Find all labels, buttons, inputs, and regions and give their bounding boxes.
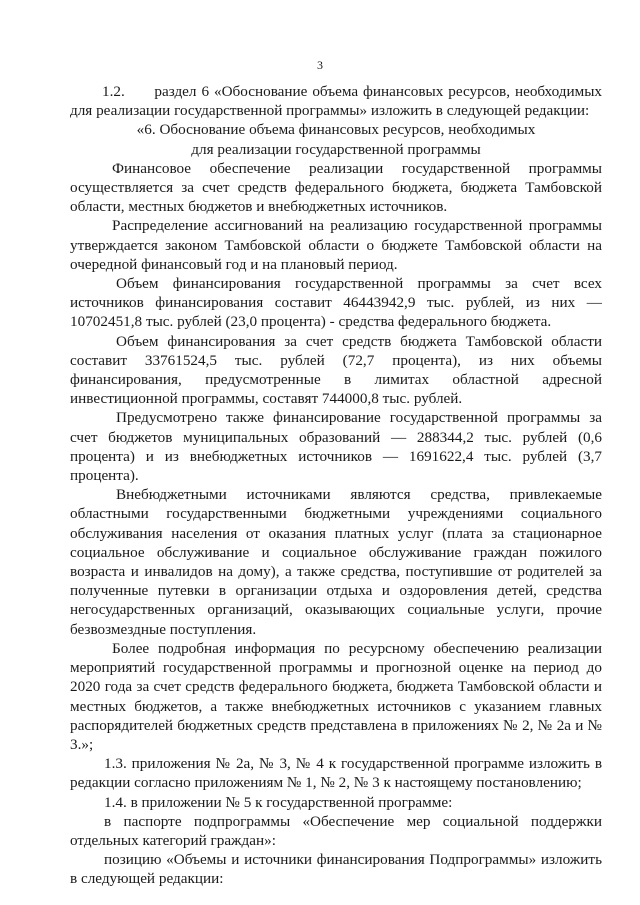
paragraph: позицию «Объемы и источники финансирования Подпрограммы» изложить в следующей редакции: bbox=[70, 851, 602, 888]
paragraph: Распределение ассигнований на реализацию государственной программы утверждается законом Тамбовской области о бюджете Тамбовской области на очередной финансовый год и на плановый период. bbox=[70, 217, 602, 273]
document-body bbox=[70, 82, 602, 889]
paragraph: Объем финансирования государственной программы за счет всех источников финансирования составит 46443942,9 тыс. рублей, из них — 10702451,8 тыс. рублей (23,0 процента) - средства федерального бюджета. bbox=[70, 275, 602, 331]
paragraph: Предусмотрено также финансирование государственной программы за счет бюджетов муниципальных образований — 288344,2 тыс. рублей (0,6 процента) и из внебюджетных источников — 1691622,4 тыс. рублей (3,7 процента). bbox=[70, 409, 602, 485]
paragraph: Финансовое обеспечение реализации государственной программы осуществляется за счет средств федерального бюджета, бюджета Тамбовской области, местных бюджетов и внебюджетных источников. bbox=[70, 159, 602, 216]
paragraph: Объем финансирования за счет средств бюджета Тамбовской области составит 33761524,5 тыс. рублей (72,7 процента), из них объемы финансирования, предусмотренные в лимитах областной адресной инвестиционной программы, составят 744000,8 тыс. рублей. bbox=[70, 332, 602, 408]
page-number: 3 bbox=[317, 58, 323, 72]
paragraph: 1.2. раздел 6 «Обоснование объема финансовых ресурсов, необходимых для реализации государственной программы» изложить в следующей редакции: bbox=[70, 83, 602, 120]
section-heading-line: «6. Обоснование объема финансовых ресурсов, необходимых bbox=[136, 121, 536, 139]
paragraph: в паспорте подпрограммы «Обеспечение мер социальной поддержки отдельных категорий граждан»: bbox=[70, 812, 602, 849]
paragraph: Более подробная информация по ресурсному обеспечению реализации мероприятий государственной программы и прогнозной оценке на период до 2020 года за счет средств федерального бюджета, бюджета Тамбовской области и местных бюджетов, а также внебюджетных источников с указанием главных распорядителей бюджетных средств представлена в приложениях № 2, № 2а и № 3.»; bbox=[70, 639, 602, 753]
paragraph: 1.3. приложения № 2а, № 3, № 4 к государственной программе изложить в редакции согласно приложениям № 1, № 2, № 3 к настоящему постановлению; bbox=[70, 755, 602, 792]
section-heading-line: для реализации государственной программы bbox=[191, 140, 481, 158]
paragraph: Внебюджетными источниками являются средства, привлекаемые областными государственными бюджетными учреждениями социального обслуживания населения от оказания платных услуг (плата за стационарное социальное обслуживание и социальное обслуживание граждан пожилого возраста и инвалидов на дому), а также средства, поступившие от родителей за полученные путевки в организации отдыха и оздоровления детей, средства негосударственных организаций, оказывающих социальные услуги, прочие безвозмездные поступления. bbox=[70, 486, 602, 638]
paragraph: 1.4. в приложении № 5 к государственной программе: bbox=[104, 793, 453, 811]
